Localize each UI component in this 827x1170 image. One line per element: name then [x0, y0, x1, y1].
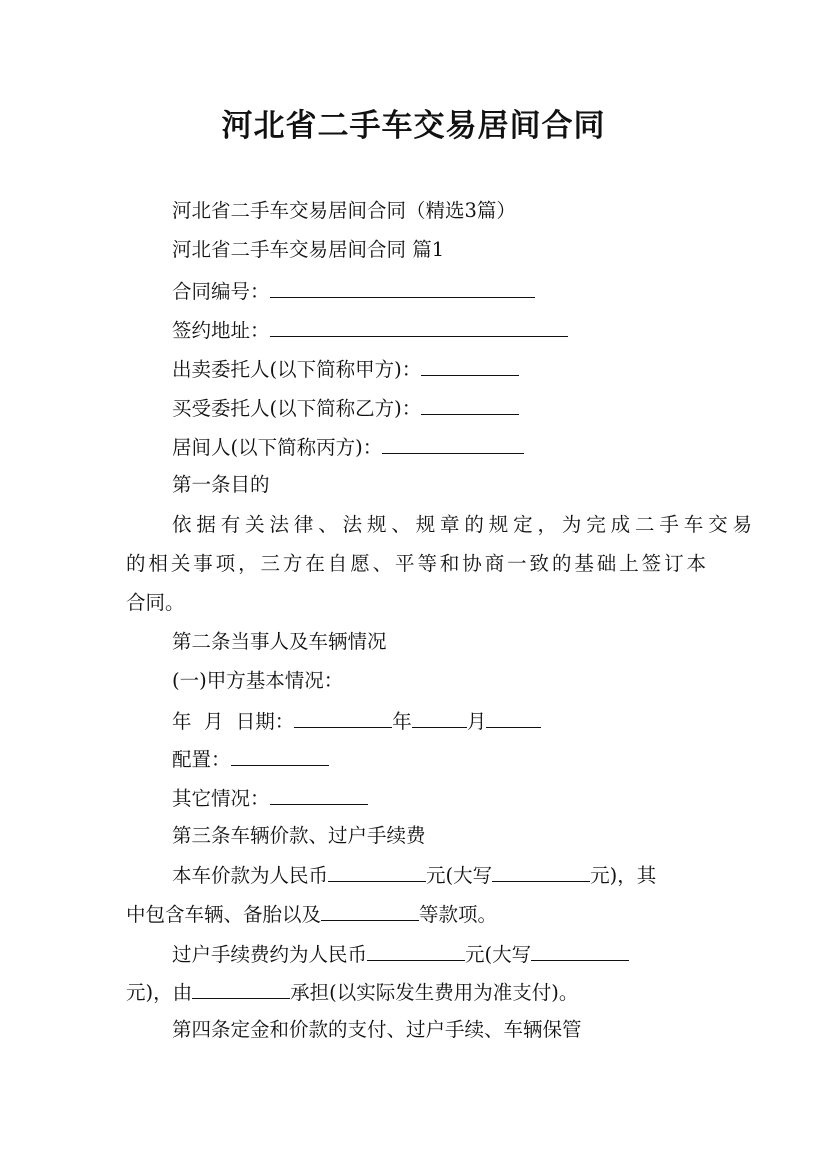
- party-b-blank: [421, 395, 519, 415]
- party-b-label: 买受委托人(以下简称乙方)：: [172, 397, 422, 420]
- sign-place-row: [126, 317, 752, 343]
- document-subheading: 河北省二手车交易居间合同 篇1: [172, 238, 445, 261]
- other-label: 其它情况：: [172, 787, 270, 810]
- document-title: 河北省二手车交易居间合同: [221, 108, 606, 144]
- party-c-blank: [382, 434, 524, 454]
- other-blank: [270, 785, 368, 805]
- year-blank: [412, 708, 467, 728]
- config-row: [126, 746, 752, 772]
- config-blank: [231, 746, 329, 766]
- article-2-subsection-1: (一)甲方基本情况：: [172, 669, 344, 692]
- price-text-e: 等款项。: [419, 903, 498, 926]
- party-a-blank: [421, 356, 519, 376]
- fee-paragraph-line-1: [126, 941, 752, 967]
- other-row: [126, 785, 752, 811]
- article-1-title: 第一条目的: [172, 473, 270, 496]
- price-amount-blank: [328, 862, 426, 882]
- config-label: 配置：: [172, 748, 231, 771]
- contract-number-label: 合同编号：: [172, 280, 270, 303]
- article-2-title: 第二条当事人及车辆情况: [172, 630, 387, 653]
- party-a-label: 出卖委托人(以下简称甲方)：: [172, 358, 422, 381]
- price-text-b: 元(大写: [426, 864, 493, 887]
- fee-text-a: 过户手续费约为人民币: [172, 943, 368, 966]
- month-label: 月: [466, 710, 487, 733]
- price-text-c: 元)，其: [590, 864, 657, 887]
- fee-text-d: 承担(以实际发生费用为准支付)。: [290, 981, 579, 1004]
- article-1-paragraph-line-2: 的相关事项，三方在自愿、平等和协商一致的基础上签订本: [126, 552, 706, 575]
- party-c-label: 居间人(以下简称丙方)：: [172, 436, 383, 459]
- price-paragraph-line-1: [126, 862, 752, 888]
- fee-capital-blank: [531, 941, 629, 961]
- date-label: 年 月 日期：: [172, 710, 295, 733]
- fee-amount-blank: [367, 941, 465, 961]
- article-4-title: 第四条定金和价款的支付、过户手续、车辆保管: [172, 1018, 582, 1041]
- year-label: 年: [392, 710, 412, 733]
- contract-number-blank: [270, 278, 535, 298]
- fee-text-c: 元)，由: [126, 981, 193, 1004]
- fee-paragraph-line-2: [126, 979, 706, 1005]
- price-text-a: 本车价款为人民币: [172, 864, 329, 887]
- fee-text-b: 元(大写: [465, 943, 532, 966]
- date-row: [126, 708, 752, 734]
- party-b-row: [126, 395, 752, 421]
- price-text-d: 中包含车辆、备胎以及: [126, 903, 322, 926]
- month-blank: [486, 708, 541, 728]
- party-c-row: [126, 434, 752, 460]
- contract-number-row: [126, 278, 752, 304]
- fee-payer-blank: [192, 979, 290, 999]
- party-a-row: [126, 356, 752, 382]
- date-blank: [294, 708, 392, 728]
- sign-place-label: 签约地址：: [172, 319, 270, 342]
- article-1-paragraph-line-1: 依据有关法律、法规、规章的规定，为完成二手车交易: [172, 513, 752, 536]
- article-3-title: 第三条车辆价款、过户手续费: [172, 824, 426, 847]
- article-1-paragraph-line-3: 合同。: [126, 591, 185, 614]
- price-items-blank: [321, 901, 419, 921]
- sign-place-blank: [270, 317, 568, 337]
- document-heading: 河北省二手车交易居间合同（精选3篇）: [172, 199, 516, 222]
- price-paragraph-line-2: [126, 901, 706, 927]
- price-capital-blank: [492, 862, 590, 882]
